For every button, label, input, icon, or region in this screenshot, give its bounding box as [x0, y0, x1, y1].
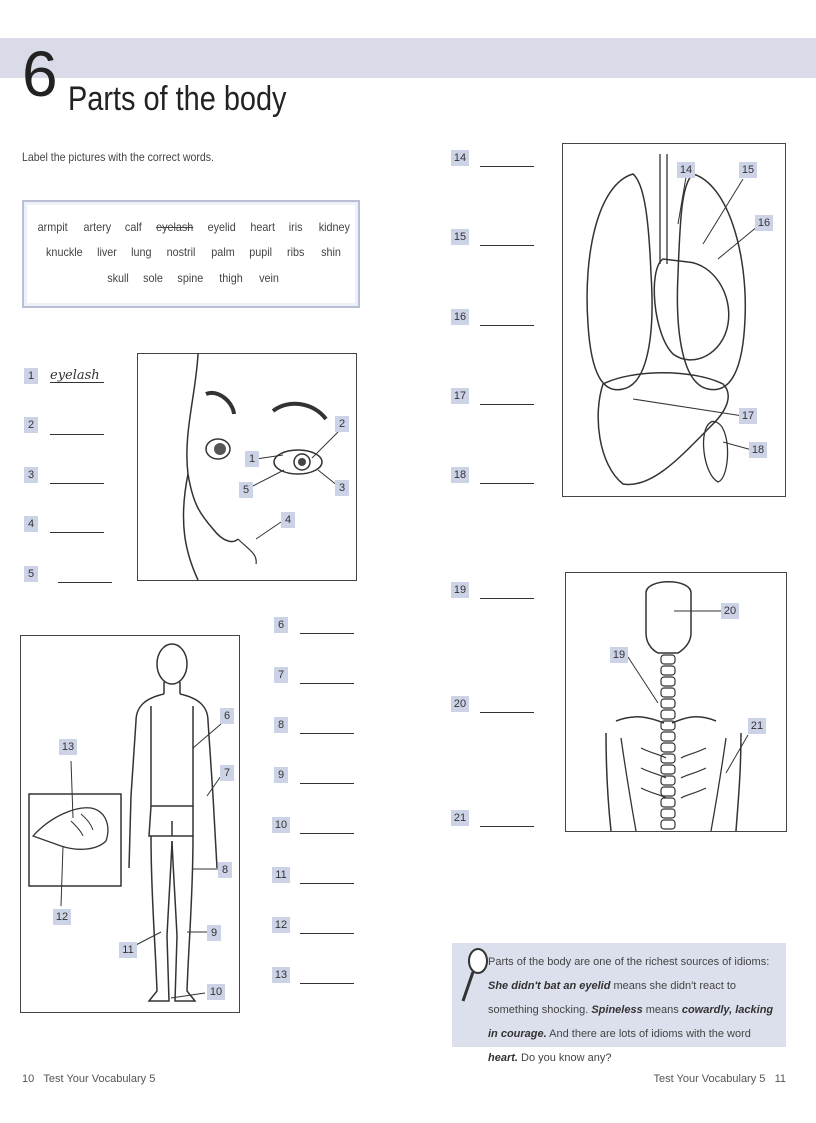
tip-part-1: Parts of the body are one of the richest sources of idioms:	[488, 956, 770, 968]
page-number-left: 10	[22, 1073, 35, 1085]
answer-field-16[interactable]	[480, 311, 534, 326]
answer-field-17[interactable]	[480, 390, 534, 405]
answer-field-6[interactable]	[300, 619, 354, 634]
vertebra	[661, 765, 675, 774]
item-number-3: 3	[24, 467, 38, 483]
answer-field-2[interactable]	[50, 420, 104, 435]
face-illustration	[138, 354, 356, 580]
word-eyelid: eyelid	[207, 220, 236, 234]
tip-idiom-3: cowardly, lacking in courage.	[488, 1004, 774, 1040]
item-number-21: 21	[451, 810, 469, 826]
item-number-2: 2	[24, 417, 38, 433]
footer-left	[22, 1073, 155, 1085]
answer-field-3[interactable]	[50, 469, 104, 484]
header-band	[0, 38, 816, 78]
item-number-19: 19	[451, 582, 469, 598]
organs-label-17: 17	[739, 408, 757, 424]
vertebra	[661, 677, 675, 686]
item-number-8: 8	[274, 717, 288, 733]
face-label-1: 1	[245, 451, 259, 467]
item-number-20: 20	[451, 696, 469, 712]
vertebra	[661, 798, 675, 807]
item-number-10: 10	[272, 817, 290, 833]
answer-field-7[interactable]	[300, 669, 354, 684]
tip-part-2: means she didn't react to something shocking.	[488, 980, 737, 1016]
body-label-13: 13	[59, 739, 77, 755]
word-box	[22, 200, 360, 308]
item-number-17: 17	[451, 388, 469, 404]
answer-field-20[interactable]	[480, 698, 534, 713]
skeleton-label-19: 19	[610, 647, 628, 663]
word-knuckle: knuckle	[46, 245, 83, 259]
word-heart: heart	[250, 220, 275, 234]
answer-field-14[interactable]	[480, 152, 534, 167]
word-spine: spine	[177, 271, 204, 285]
organs-picture	[562, 143, 786, 497]
organs-label-18: 18	[749, 442, 767, 458]
word-skull: skull	[107, 271, 129, 285]
answer-field-11[interactable]	[300, 869, 354, 884]
vertebra	[661, 754, 675, 763]
item-number-7: 7	[274, 667, 288, 683]
item-number-13: 13	[272, 967, 290, 983]
word-calf: calf	[124, 220, 142, 234]
vertebra	[661, 655, 675, 664]
vertebra	[661, 743, 675, 752]
item-number-1: 1	[24, 368, 38, 384]
tip-part-3: means	[642, 1004, 682, 1016]
tip-part-4: And there are lots of idioms with the word	[546, 1028, 751, 1040]
tip-idiom-4: heart.	[488, 1052, 518, 1064]
organs-label-16: 16	[755, 215, 773, 231]
skeleton-picture	[565, 572, 787, 832]
skeleton-label-21: 21	[748, 718, 766, 734]
book-title-right: Test Your Vocabulary 5	[653, 1073, 766, 1085]
skeleton-label-20: 20	[721, 603, 739, 619]
face-label-5: 5	[239, 482, 253, 498]
word-pupil: pupil	[249, 245, 273, 259]
face-label-3: 3	[335, 480, 349, 496]
item-number-6: 6	[274, 617, 288, 633]
item-number-4: 4	[24, 516, 38, 532]
item-number-9: 9	[274, 767, 288, 783]
answer-field-19[interactable]	[480, 584, 534, 599]
body-label-8: 8	[218, 862, 232, 878]
word-liver: liver	[97, 245, 117, 259]
body-label-12: 12	[53, 909, 71, 925]
word-eyelash: eyelash	[156, 220, 194, 234]
body-label-11: 11	[119, 942, 137, 958]
word-sole: sole	[143, 271, 163, 285]
organs-label-15: 15	[739, 162, 757, 178]
answer-field-8[interactable]	[300, 719, 354, 734]
face-picture	[137, 353, 357, 581]
vertebra	[661, 710, 675, 719]
page-number-right: 11	[774, 1073, 786, 1085]
unit-number: 6	[22, 38, 58, 110]
answer-field-1[interactable]: eyelash	[50, 368, 104, 383]
magnifying-glass-icon	[458, 945, 492, 1005]
vertebra	[661, 666, 675, 675]
word-armpit: armpit	[37, 220, 68, 234]
body-label-6: 6	[220, 708, 234, 724]
item-number-14: 14	[451, 150, 469, 166]
word-kidney: kidney	[318, 220, 350, 234]
page-title: Parts of the body	[68, 80, 287, 118]
item-number-5: 5	[24, 566, 38, 582]
item-number-11: 11	[272, 867, 290, 883]
vertebra	[661, 787, 675, 796]
answer-field-5[interactable]	[58, 568, 112, 583]
item-number-15: 15	[451, 229, 469, 245]
item-number-16: 16	[451, 309, 469, 325]
word-ribs: ribs	[286, 245, 305, 259]
skeleton-illustration	[566, 573, 786, 831]
answer-field-4[interactable]	[50, 518, 104, 533]
vertebra	[661, 732, 675, 741]
instruction-text: Label the pictures with the correct words.	[22, 150, 214, 164]
item-number-18: 18	[451, 467, 469, 483]
answer-field-12[interactable]	[300, 919, 354, 934]
organs-label-14: 14	[677, 162, 695, 178]
tip-text	[488, 950, 780, 1070]
answer-field-21[interactable]	[480, 812, 534, 827]
answer-field-10[interactable]	[300, 819, 354, 834]
body-label-9: 9	[207, 925, 221, 941]
word-vein: vein	[259, 271, 279, 285]
answer-field-15[interactable]	[480, 231, 534, 246]
tip-idiom-1: She didn't bat an eyelid	[488, 980, 611, 992]
body-label-7: 7	[220, 765, 234, 781]
answer-field-13[interactable]	[300, 969, 354, 984]
word-palm: palm	[211, 245, 235, 259]
word-thigh: thigh	[219, 271, 243, 285]
word-shin: shin	[321, 245, 341, 259]
vertebra	[661, 699, 675, 708]
vertebra	[661, 820, 675, 829]
face-label-4: 4	[281, 512, 295, 528]
word-artery: artery	[83, 220, 112, 234]
vertebra	[661, 776, 675, 785]
face-label-2: 2	[335, 416, 349, 432]
body-label-10: 10	[207, 984, 225, 1000]
book-title-left: Test Your Vocabulary 5	[43, 1073, 156, 1085]
answer-field-18[interactable]	[480, 469, 534, 484]
vertebra	[661, 809, 675, 818]
vertebra	[661, 688, 675, 697]
answer-field-9[interactable]	[300, 769, 354, 784]
item-number-12: 12	[272, 917, 290, 933]
word-lung: lung	[131, 245, 152, 259]
word-nostril: nostril	[166, 245, 196, 259]
word-iris: iris	[288, 220, 303, 234]
footer-right	[653, 1073, 786, 1085]
tip-idiom-2: Spineless	[591, 1004, 643, 1016]
tip-part-5: Do you know any?	[517, 1052, 612, 1064]
body-picture	[20, 635, 240, 1013]
